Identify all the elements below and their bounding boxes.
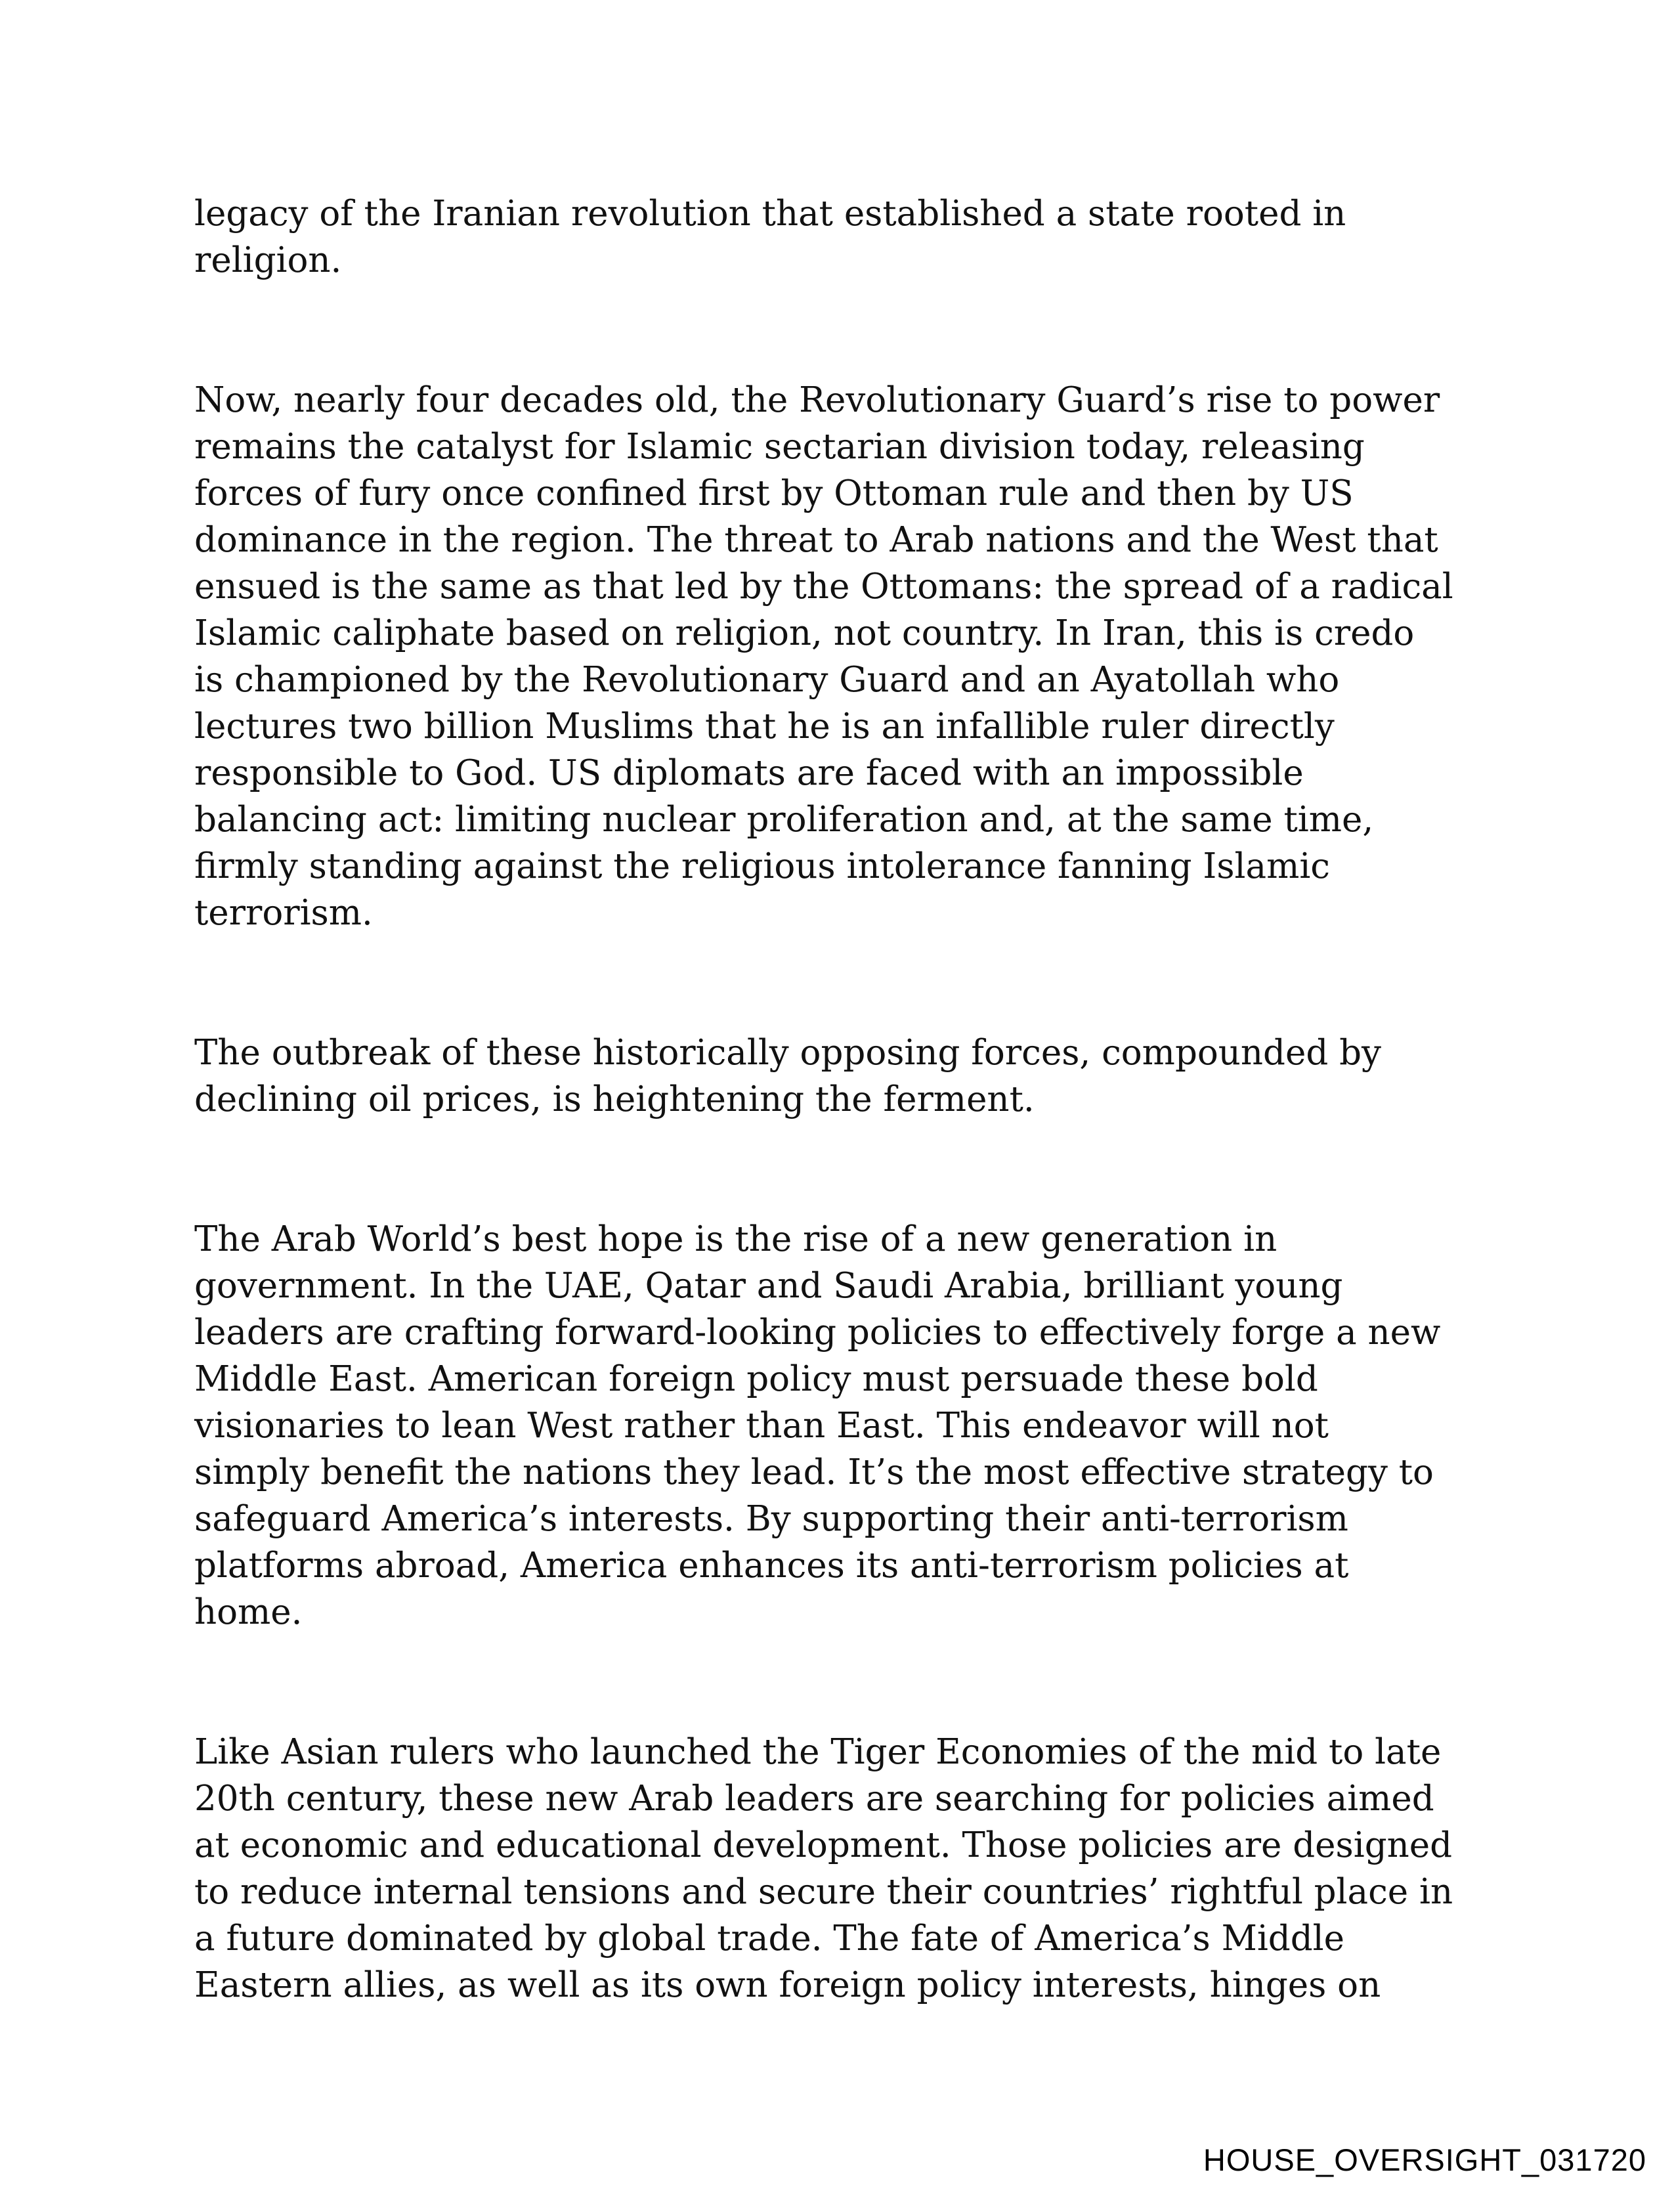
bates-number: HOUSE_OVERSIGHT_031720: [1203, 2142, 1646, 2177]
paragraph-5: Like Asian rulers who launched the Tiger Economies of the mid to late 20th century, these new Arab leaders are searching for policies aimed at economic and educational development. Those policies are designed to reduce internal tensions and secure their countries’ rightful place in a future dominated by global trade. The fate of America’s Middle Eastern allies, as well as its own foreign policy interests, hinges on: [194, 1732, 1453, 2005]
paragraph-1: legacy of the Iranian revolution that established a state rooted in religion.: [194, 194, 1346, 280]
body-text: [194, 190, 1520, 2102]
paragraph-3: The outbreak of these historically opposing forces, compounded by declining oil prices, is heightening the ferment.: [194, 1033, 1381, 1119]
paragraph-2: Now, nearly four decades old, the Revolutionary Guard’s rise to power remains the catalyst for Islamic sectarian division today, releasing forces of fury once confined first by Ottoman rule and then by US dominance in the region. The threat to Arab nations and the West that ensued is the same as that led by the Ottomans: the spread of a radical Islamic caliphate based on religion, not country. In Iran, this is credo is championed by the Revolutionary Guard and an Ayatollah who lectures two billion Muslims that he is an infallible ruler directly responsible to God. US diplomats are faced with an impossible balancing act: limiting nuclear proliferation and, at the same time, firmly standing against the religious intolerance fanning Islamic terrorism.: [194, 380, 1453, 933]
paragraph-4: The Arab World’s best hope is the rise of a new generation in government. In the UAE, Qatar and Saudi Arabia, brilliant young leaders are crafting forward-looking policies to effectively forge a new Middle East. American foreign policy must persuade these bold visionaries to lean West rather than East. This endeavor will not simply benefit the nations they lead. It’s the most effective strategy to safeguard America’s interests. By supporting their anti-terrorism platforms abroad, America enhances its anti-terrorism policies at home.: [194, 1219, 1441, 1632]
